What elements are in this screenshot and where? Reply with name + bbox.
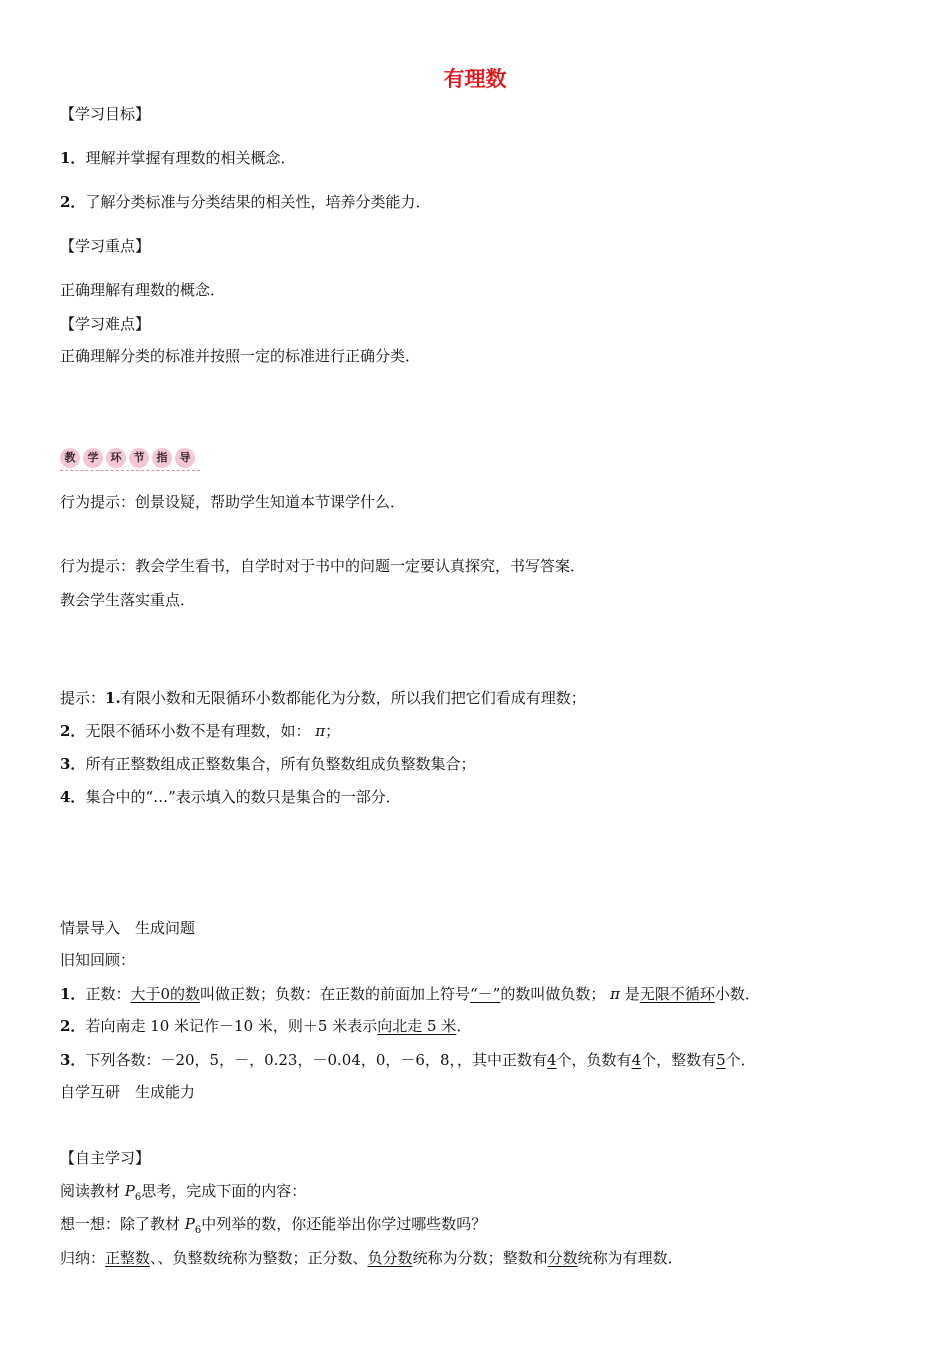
think-text: 想一想：除了教材 bbox=[60, 1215, 185, 1233]
review-question-1 bbox=[60, 984, 760, 1004]
summary-answer-1: 正整数 bbox=[105, 1249, 151, 1267]
banner-char: 学 bbox=[83, 448, 103, 468]
summary-text-4: 统称为有理数． bbox=[577, 1249, 683, 1267]
pi-symbol: π bbox=[315, 722, 326, 740]
banner-char: 导 bbox=[175, 448, 195, 468]
summary-answer-2: 负分数 bbox=[367, 1249, 413, 1267]
summary-line bbox=[60, 1248, 683, 1268]
summary-label: 归纳： bbox=[60, 1249, 106, 1267]
q3-number: 3． bbox=[60, 1051, 86, 1069]
q2-answer: 向北走 5 米 bbox=[377, 1017, 457, 1035]
review-question-3 bbox=[60, 1050, 756, 1070]
q1-text-4: 是 bbox=[624, 985, 640, 1003]
q2-text-end: ． bbox=[456, 1017, 472, 1035]
tip-line-4 bbox=[60, 787, 401, 807]
reading-text: 阅读教材 bbox=[60, 1182, 125, 1200]
q2-text: 若向南走 10 米记作－10 米，则＋5 米表示 bbox=[85, 1017, 378, 1035]
q1-answer-1: 大于0的数 bbox=[130, 985, 200, 1003]
banner-underline bbox=[60, 470, 200, 471]
page-ref: P bbox=[124, 1182, 135, 1200]
page-ref: P bbox=[184, 1215, 195, 1233]
key-points-text: 正确理解有理数的概念． bbox=[60, 281, 226, 299]
objective-item-1 bbox=[60, 148, 295, 168]
page-ref-number: 6 bbox=[134, 1192, 142, 1203]
tip-line-3 bbox=[60, 754, 475, 774]
page-ref-number: 6 bbox=[194, 1225, 202, 1236]
q3-answer-negative: 4 bbox=[631, 1051, 642, 1069]
tip-3-number: 3． bbox=[60, 755, 86, 773]
difficulties-heading: 【学习难点】 bbox=[60, 315, 151, 333]
q1-answer-2: “－” bbox=[470, 985, 501, 1003]
q3-text: 下列各数：－20，5，－，0.23，－0.04，0，－6，8，，其中正数有 bbox=[85, 1051, 547, 1069]
think-question bbox=[60, 1214, 486, 1241]
q3-answer-positive: 4 bbox=[547, 1051, 557, 1069]
reading-instruction bbox=[60, 1181, 306, 1208]
q2-number: 2． bbox=[60, 1017, 86, 1035]
q3-answer-integer: 5 bbox=[716, 1051, 726, 1069]
tip-3-text: 所有正整数组成正整数集合，所有负整数组成负整数集合； bbox=[85, 755, 476, 773]
tip-2-text-end: ； bbox=[325, 722, 341, 740]
review-question-2 bbox=[60, 1016, 471, 1036]
banner-char: 节 bbox=[129, 448, 149, 468]
objectives-heading: 【学习目标】 bbox=[60, 105, 151, 123]
objective-item-2 bbox=[60, 192, 430, 212]
summary-answer-3: 分数 bbox=[547, 1249, 578, 1267]
key-points-heading: 【学习重点】 bbox=[60, 237, 151, 255]
self-study-heading: 自学互研 生成能力 bbox=[60, 1083, 196, 1101]
tip-1-number: 1. bbox=[105, 689, 121, 707]
tip-line-2 bbox=[60, 721, 340, 741]
think-text-end: 中列举的数，你还能举出你学过哪些数吗？ bbox=[201, 1215, 487, 1233]
tip-line-1 bbox=[60, 688, 586, 708]
objective-1-number: 1． bbox=[60, 149, 86, 167]
self-study-subheading: 【自主学习】 bbox=[60, 1149, 151, 1167]
teaching-guide-banner bbox=[60, 448, 202, 472]
q3-text-4: 个． bbox=[725, 1051, 756, 1069]
page-title: 有理数 bbox=[443, 66, 507, 91]
banner-char: 环 bbox=[106, 448, 126, 468]
tip-2-text: 无限不循环小数不是有理数，如： bbox=[85, 722, 311, 740]
objective-1-text: 理解并掌握有理数的相关概念． bbox=[85, 149, 296, 167]
reading-text-end: 思考，完成下面的内容： bbox=[141, 1182, 307, 1200]
q1-text: 正数： bbox=[85, 985, 131, 1003]
tip-prefix: 提示： bbox=[60, 689, 106, 707]
banner-char: 指 bbox=[152, 448, 172, 468]
objective-2-number: 2． bbox=[60, 193, 86, 211]
tip-2-number: 2． bbox=[60, 722, 86, 740]
difficulties-text: 正确理解分类的标准并按照一定的标准进行正确分类． bbox=[60, 347, 421, 365]
q1-text-5: 小数． bbox=[714, 985, 760, 1003]
tip-4-text: 集合中的“…”表示填入的数只是集合的一部分． bbox=[85, 788, 401, 806]
review-label: 旧知回顾： bbox=[60, 951, 136, 969]
intro-heading: 情景导入 生成问题 bbox=[60, 919, 196, 937]
q3-text-3: 个，整数有 bbox=[641, 1051, 717, 1069]
guidance-line-3: 教会学生落实重点． bbox=[60, 591, 196, 609]
tip-4-number: 4． bbox=[60, 788, 86, 806]
objective-2-text: 了解分类标准与分类结果的相关性，培养分类能力． bbox=[85, 193, 431, 211]
guidance-line-1: 行为提示：创景设疑，帮助学生知道本节课学什么． bbox=[60, 493, 406, 511]
summary-text-3: 统称为分数；整数和 bbox=[412, 1249, 548, 1267]
pi-symbol: π bbox=[610, 985, 621, 1003]
q3-text-2: 个，负数有 bbox=[556, 1051, 632, 1069]
q1-text-2: 叫做正数；负数：在正数的前面加上符号 bbox=[200, 985, 471, 1003]
q1-answer-3: 无限不循环 bbox=[639, 985, 715, 1003]
q1-text-3: 的数叫做负数； bbox=[500, 985, 606, 1003]
tip-1-text: 有限小数和无限循环小数都能化为分数，所以我们把它们看成有理数； bbox=[120, 689, 586, 707]
guidance-line-2: 行为提示：教会学生看书，自学时对于书中的问题一定要认真探究，书写答案． bbox=[60, 557, 586, 575]
banner-char: 教 bbox=[60, 448, 80, 468]
q1-number: 1． bbox=[60, 985, 86, 1003]
summary-text-2: 、、负整数统称为整数；正分数、 bbox=[150, 1249, 368, 1267]
